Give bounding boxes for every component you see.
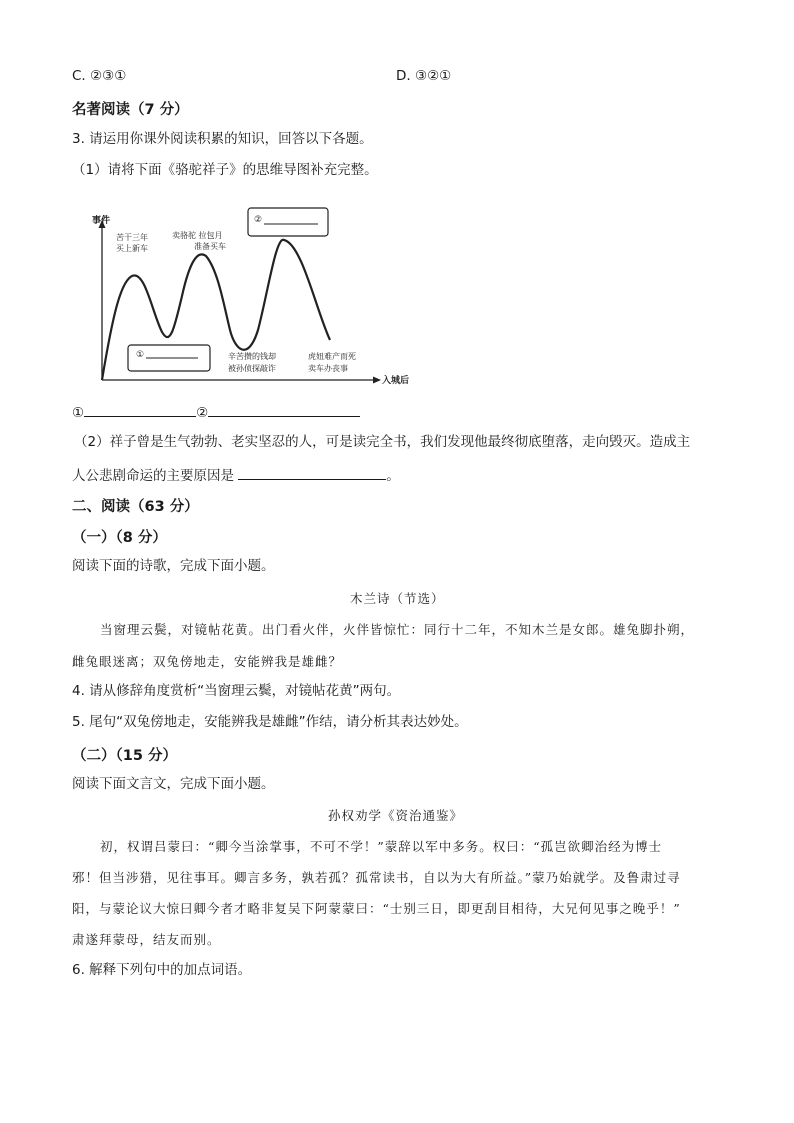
part-1-heading: （一）（8 分） — [72, 530, 167, 546]
classical-text-line-1: 初，权谓吕蒙曰：“卿今当涂掌事，不可不学！”蒙辞以军中多务。权曰：“孤岂欲卿治经为博士 — [100, 839, 663, 854]
question-3-1: （1）请将下面《骆驼祥子》的思维导图补充完整。 — [72, 162, 378, 178]
poem-line-2: 雌兔眼迷离；双兔傍地走，安能辨我是雄雌？ — [72, 654, 343, 669]
question-3: 3. 请运用你课外阅读积累的知识，回答以下各题。 — [72, 131, 373, 147]
event-label-3-line1: 辛苦攒的钱却 — [228, 352, 276, 361]
question-6: 6. 解释下列句中的加点词语。 — [72, 962, 252, 978]
answer-blank-3-2[interactable] — [238, 465, 386, 480]
answer-line-3-1 — [72, 402, 360, 422]
event-label-1-line2: 买上新车 — [116, 244, 148, 253]
question-3-2-prefix: 人公悲剧命运的主要原因是 — [72, 468, 234, 484]
x-axis-arrow — [373, 377, 381, 384]
question-5: 5. 尾句“双兔傍地走，安能辨我是雄雌”作结，请分析其表达妙处。 — [72, 714, 468, 730]
event-label-4-line1: 虎妞难产而死 — [308, 352, 356, 361]
event-label-1-line1: 苦干三年 — [116, 233, 148, 242]
section-heading-classics: 名著阅读（7 分） — [72, 102, 189, 118]
option-d: D. ③②① — [396, 68, 452, 84]
poem-title: 木兰诗（节选） — [350, 591, 445, 606]
event-label-2-line1: 卖骆驼 拉包月 — [172, 231, 223, 240]
mind-map-diagram — [90, 200, 420, 390]
question-3-2-line1: （2）祥子曾是生气勃勃、老实坚忍的人，可是读完全书，我们发现他最终彻底堕落，走向毁灭。造成主 — [74, 434, 691, 450]
answer-marker-2: ② — [196, 405, 209, 421]
section-heading-reading: 二、阅读（63 分） — [72, 499, 199, 515]
question-3-2-suffix: 。 — [386, 468, 400, 484]
y-axis-label: 事件 — [92, 216, 111, 226]
classical-text-line-3: 阳，与蒙论议大惊曰卿今者才略非复吴下阿蒙蒙曰：“士别三日，即更刮目相待，大兄何见事之晚乎！” — [72, 901, 681, 916]
part-2-intro: 阅读下面文言文，完成下面小题。 — [72, 776, 275, 792]
event-label-2-line2: 准备买车 — [194, 242, 226, 251]
option-c: C. ②③① — [72, 68, 127, 84]
classical-text-line-2: 邪！但当涉猎，见往事耳。卿言多务，孰若孤？孤常读书，自以为大有所益。”蒙乃始就学。及鲁肃过寻 — [72, 870, 681, 885]
poem-line-1: 当窗理云鬓，对镜帖花黄。出门看火伴，火伴皆惊忙：同行十二年，不知木兰是女郎。雄兔脚扑朔， — [100, 622, 695, 637]
x-axis-label: 入城后 — [382, 376, 410, 386]
part-2-heading: （二）（15 分） — [72, 748, 177, 764]
blank-box-2-marker: ② — [254, 215, 263, 225]
question-3-2-line2 — [72, 465, 400, 485]
event-label-3-line2: 被孙侦探敲诈 — [228, 364, 276, 373]
question-4: 4. 请从修辞角度赏析“当窗理云鬓，对镜帖花黄”两句。 — [72, 683, 401, 699]
part-1-intro: 阅读下面的诗歌，完成下面小题。 — [72, 558, 275, 574]
classical-text-title: 孙权劝学《资治通鉴》 — [328, 808, 464, 823]
blank-box-1-marker: ① — [136, 350, 145, 360]
answer-blank-1[interactable] — [84, 402, 196, 417]
answer-blank-2[interactable] — [208, 402, 360, 417]
classical-text-line-4: 肃遂拜蒙母，结友而别。 — [72, 932, 221, 947]
answer-marker-1: ① — [72, 405, 85, 421]
event-label-4-line2: 卖车办丧事 — [308, 364, 348, 373]
